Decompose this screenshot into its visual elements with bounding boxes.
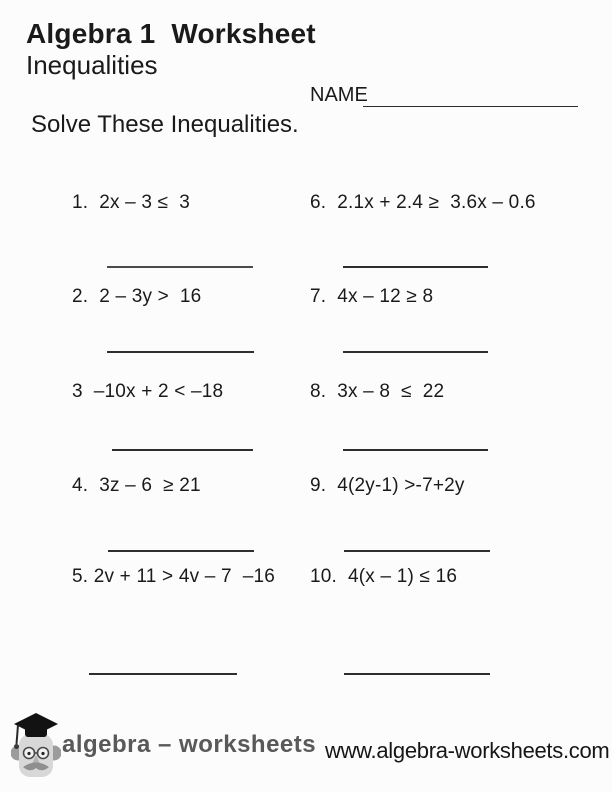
problem-10: 10. 4(x – 1) ≤ 16 [310,566,458,587]
problem-9: 9. 4(2y-1) >-7+2y [310,475,465,496]
answer-line-2 [107,351,254,353]
problem-5: 5. 2v + 11 > 4v – 7 –16 [72,566,276,587]
instruction-text: Solve These Inequalities. [31,111,299,138]
name-label: NAME [310,84,368,106]
answer-line-4 [108,550,254,552]
problem-3: 3 –10x + 2 < –18 [72,381,224,402]
problem-7: 7. 4x – 12 ≥ 8 [310,286,434,307]
answer-line-10 [344,673,490,675]
page-subtitle: Inequalities [26,50,158,80]
name-blank-line [363,106,578,107]
answer-line-7 [343,351,488,353]
problem-6: 6. 2.1x + 2.4 ≥ 3.6x – 0.6 [310,192,536,213]
answer-line-6 [343,266,488,268]
answer-line-1 [107,266,253,268]
problem-1: 1. 2x – 3 ≤ 3 [72,192,190,213]
website-url: www.algebra-worksheets.com [325,738,610,763]
answer-line-5 [89,673,237,675]
problem-8: 8. 3x – 8 ≤ 22 [310,381,445,402]
problem-4: 4. 3z – 6 ≥ 21 [72,475,201,496]
answer-line-8 [343,449,488,451]
answer-line-9 [344,550,490,552]
page-title: Algebra 1 Worksheet [26,18,316,49]
professor-mascot-icon [11,708,61,782]
problem-2: 2. 2 – 3y > 16 [72,286,202,307]
footer-logo-text: algebra – worksheets [62,731,317,758]
answer-line-3 [112,449,253,451]
